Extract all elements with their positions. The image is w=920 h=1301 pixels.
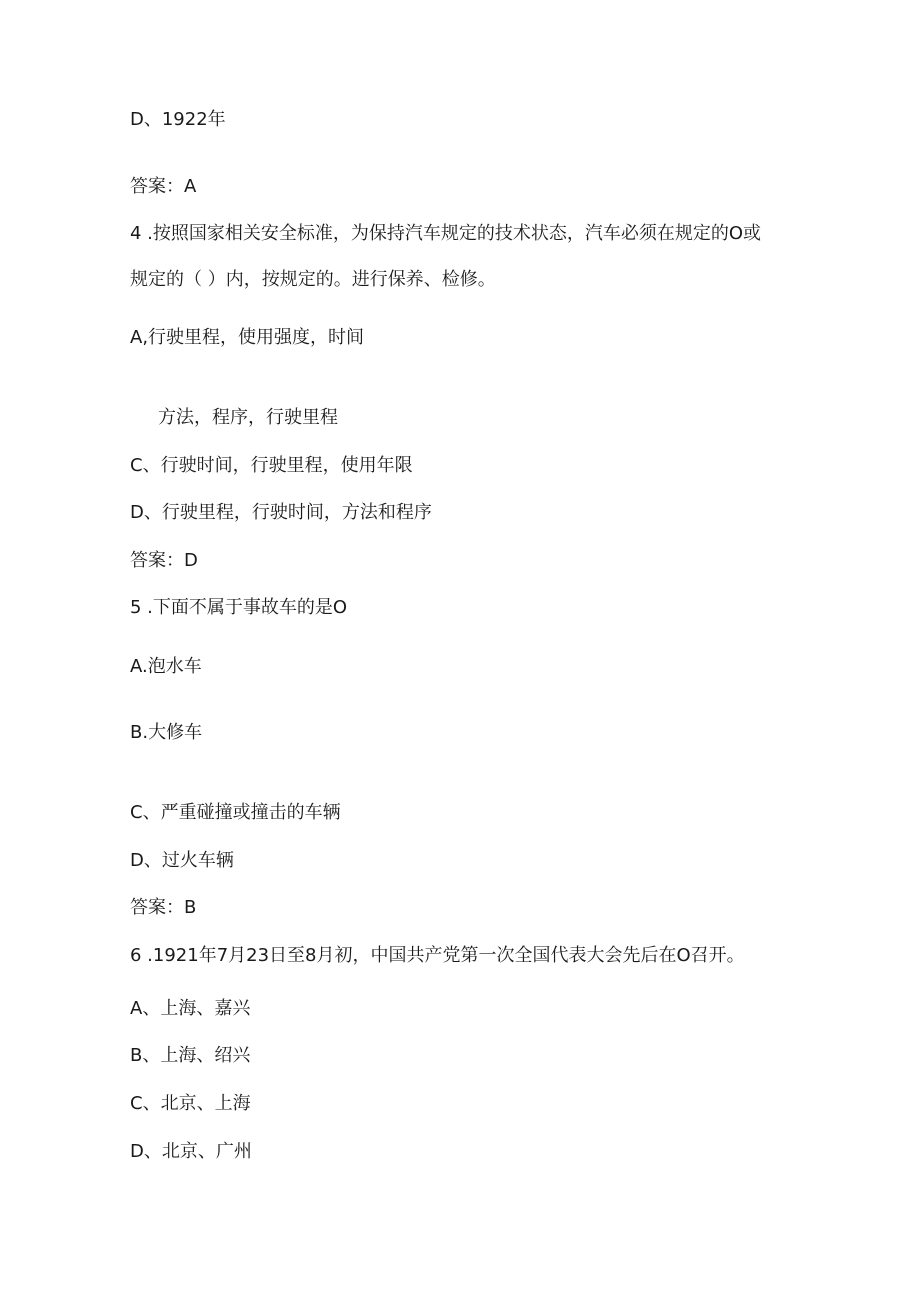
q4-question-line1: 4 .按照国家相关安全标准，为保持汽车规定的技术状态，汽车必须在规定的O或 <box>130 223 762 244</box>
q5-option-a: A.泡水车 <box>130 656 202 677</box>
q3-answer: 答案：A <box>130 176 197 197</box>
q4-option-a: A,行驶里程，使用强度，时间 <box>130 327 365 348</box>
q5-option-c: C、严重碰撞或撞击的车辆 <box>130 802 341 823</box>
q6-option-c: C、北京、上海 <box>130 1093 251 1114</box>
q5-option-b: B.大修车 <box>130 722 203 743</box>
q5-question: 5 .下面不属于事故车的是O <box>130 597 348 618</box>
q4-question-line2: 规定的（ ）内，按规定的。进行保养、检修。 <box>130 269 496 290</box>
q6-option-b: B、上海、绍兴 <box>130 1045 251 1066</box>
q4-option-b: 方法，程序，行驶里程 <box>158 407 338 428</box>
q4-answer: 答案：D <box>130 550 198 571</box>
q4-option-c: C、行驶时间，行驶里程，使用年限 <box>130 455 413 476</box>
q5-answer: 答案：B <box>130 897 197 918</box>
q6-option-d: D、北京、广州 <box>130 1141 252 1162</box>
q3-option-d: D、1922年 <box>130 109 226 130</box>
q4-option-d: D、行驶里程，行驶时间，方法和程序 <box>130 502 432 523</box>
q6-question: 6 .1921年7月23日至8月初，中国共产党第一次全国代表大会先后在O召开。 <box>130 945 745 966</box>
q6-option-a: A、上海、嘉兴 <box>130 998 251 1019</box>
q5-option-d: D、过火车辆 <box>130 850 234 871</box>
